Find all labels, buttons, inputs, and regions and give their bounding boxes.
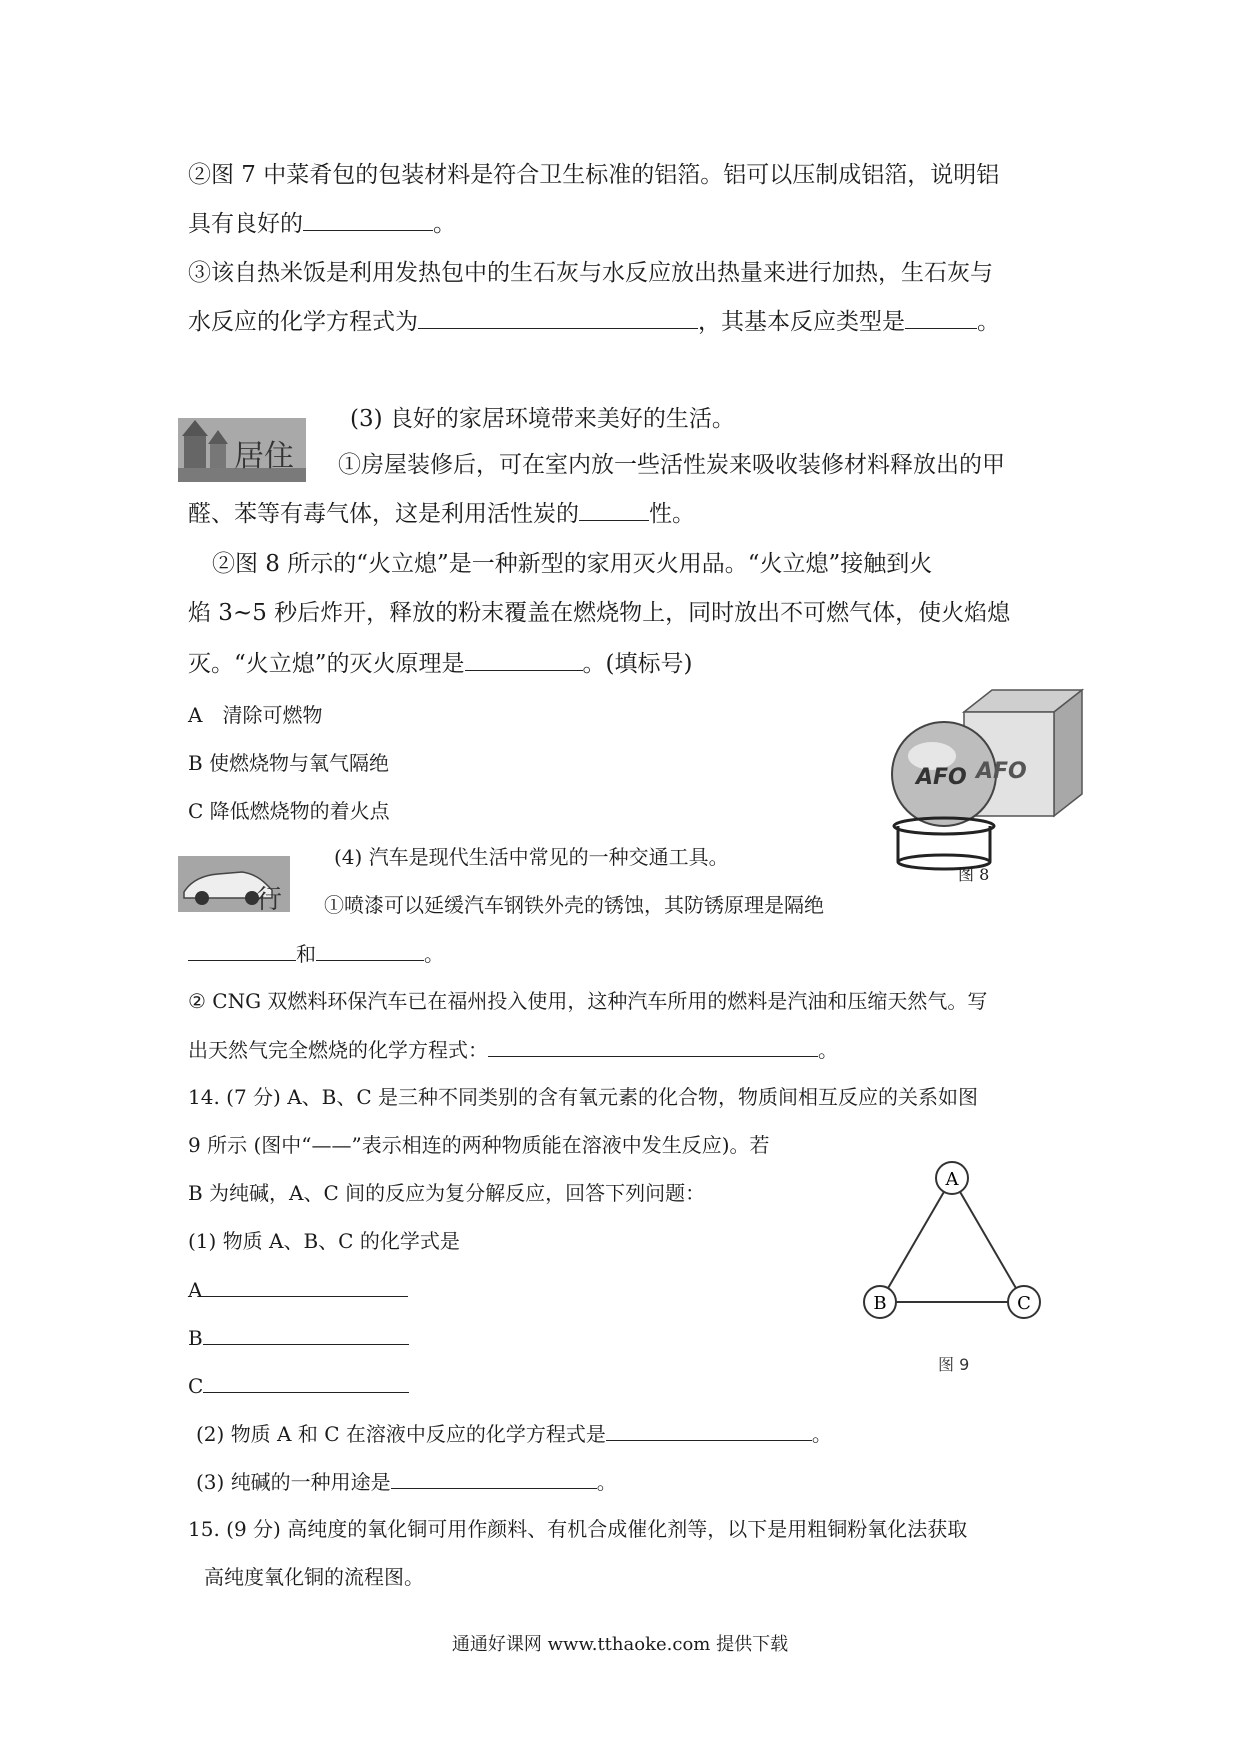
- answer-blank[interactable]: [188, 938, 296, 961]
- node-c-label: C: [1017, 1293, 1031, 1314]
- q14-sub2-suffix: 。: [811, 1422, 832, 1446]
- q13-4-header: (4) 汽车是现代生活中常见的一种交通工具。: [334, 845, 729, 869]
- car-icon-text: 行: [256, 885, 283, 912]
- q13-2-line2-suffix: 。: [433, 211, 456, 237]
- ball-label: AFO: [916, 765, 967, 790]
- q13-3-line2-prefix: 醛、苯等有毒气体，这是利用活性炭的: [188, 501, 579, 527]
- q13-4-line4-suffix: 。: [818, 1038, 838, 1062]
- figure-8-fire-extinguisher-image: [872, 686, 1094, 876]
- figure-9-caption: 图 9: [938, 1355, 970, 1374]
- answer-blank[interactable]: [606, 1418, 812, 1441]
- node-b-label: B: [873, 1293, 887, 1314]
- label-b: B: [188, 1326, 203, 1350]
- q13-4-line4: [188, 1034, 838, 1065]
- q13-3-line4: 焰 3~5 秒后炸开，释放的粉末覆盖在燃烧物上，同时放出不可燃气体，使火焰熄: [188, 600, 1011, 626]
- q14-line1: 14. (7 分) A、B、C 是三种不同类别的含有氧元素的化合物，物质间相互反应的关系如图: [188, 1085, 979, 1109]
- q13-2-line2-prefix: 具有良好的: [188, 211, 303, 237]
- q13-3-line1: ①房屋装修后，可在室内放一些活性炭来吸收装修材料释放出的甲: [338, 452, 1005, 478]
- node-a: [936, 1162, 968, 1194]
- box-label: AFO: [976, 759, 1027, 784]
- q13-4-line2: [188, 938, 444, 969]
- node-c: [1008, 1286, 1040, 1318]
- q13-3-line5: [188, 648, 692, 679]
- answer-blank[interactable]: [316, 938, 424, 961]
- answer-blank[interactable]: [465, 648, 583, 671]
- car-icon: [178, 856, 290, 912]
- q13-3-line2-suffix: 性。: [649, 501, 695, 527]
- q13-4-line2-and: 和: [296, 942, 316, 966]
- footer-source: 通通好课网 www.tthaoke.com 提供下载: [451, 1634, 789, 1655]
- q14-sub1: (1) 物质 A、B、C 的化学式是: [188, 1229, 460, 1253]
- option-c: C 降低燃烧物的着火点: [188, 799, 390, 823]
- q13-2-line3: ③该自热米饭是利用发热包中的生石灰与水反应放出热量来进行加热，生石灰与: [188, 260, 993, 286]
- q14-line2: 9 所示 (图中“——”表示相连的两种物质能在溶液中发生反应)。若: [188, 1133, 770, 1157]
- q14-sub3: [196, 1466, 617, 1497]
- answer-blank[interactable]: [202, 1274, 408, 1297]
- q15-line2: 高纯度氧化铜的流程图。: [204, 1565, 424, 1589]
- q13-2-line1: ②图 7 中菜肴包的包装材料是符合卫生标准的铝箔。铝可以压制成铝箔，说明铝: [188, 162, 1000, 188]
- edge-a-b: [880, 1178, 952, 1302]
- q13-3-line2: [188, 498, 695, 529]
- q14-answer-a: [188, 1274, 408, 1305]
- edge-a-c: [952, 1178, 1024, 1302]
- home-icon: [178, 418, 306, 482]
- answer-blank[interactable]: [303, 208, 433, 231]
- q13-2-line4: [188, 306, 1000, 337]
- answer-blank[interactable]: [579, 498, 649, 521]
- answer-blank[interactable]: [203, 1322, 409, 1345]
- q14-sub3-prefix: (3) 纯碱的一种用途是: [196, 1470, 391, 1494]
- q13-4-line3: ② CNG 双燃料环保汽车已在福州投入使用，这种汽车所用的燃料是汽油和压缩天然气。写: [188, 989, 988, 1013]
- option-a: A 清除可燃物: [188, 703, 323, 727]
- label-c: C: [188, 1374, 204, 1398]
- figure-9-diagram: [846, 1150, 1066, 1390]
- q13-3-line3: ②图 8 所示的“火立熄”是一种新型的家用灭火用品。“火立熄”接触到火: [212, 551, 933, 577]
- q13-2-line4-prefix: 水反应的化学方程式为: [188, 309, 418, 335]
- q13-2-line2: [188, 208, 456, 239]
- q15-line1: 15. (9 分) 高纯度的氧化铜可用作颜料、有机合成催化剂等，以下是用粗铜粉氧化法获取: [188, 1517, 968, 1541]
- q13-3-line5-suffix: 。(填标号): [582, 651, 693, 677]
- answer-blank[interactable]: [905, 306, 977, 329]
- node-a-label: A: [945, 1169, 959, 1190]
- q13-3-line5-prefix: 灭。“火立熄”的灭火原理是: [188, 651, 465, 677]
- option-b: B 使燃烧物与氧气隔绝: [188, 751, 390, 775]
- q14-answer-b: [188, 1322, 409, 1353]
- q13-3-header: (3) 良好的家居环境带来美好的生活。: [350, 406, 735, 432]
- q14-sub2-prefix: (2) 物质 A 和 C 在溶液中反应的化学方程式是: [196, 1422, 606, 1446]
- home-icon-text: 居住: [234, 439, 294, 474]
- q13-4-line2-suffix: 。: [424, 942, 444, 966]
- answer-blank[interactable]: [203, 1370, 409, 1393]
- q14-answer-c: [188, 1370, 409, 1401]
- q14-sub3-suffix: 。: [596, 1470, 617, 1494]
- q14-line3: B 为纯碱，A、C 间的反应为复分解反应，回答下列问题：: [188, 1181, 706, 1205]
- q13-4-line4-prefix: 出天然气完全燃烧的化学方程式：: [188, 1038, 488, 1062]
- q13-4-line1: ①喷漆可以延缓汽车钢铁外壳的锈蚀，其防锈原理是隔绝: [324, 893, 824, 917]
- q14-sub2: [196, 1418, 832, 1449]
- figure-8-caption: 图 8: [958, 865, 990, 884]
- answer-blank[interactable]: [418, 306, 698, 329]
- q13-2-line4-mid: ，其基本反应类型是: [698, 309, 905, 335]
- label-a: A: [188, 1278, 203, 1302]
- node-b: [864, 1286, 896, 1318]
- q13-2-line4-suffix: 。: [977, 309, 1000, 335]
- answer-blank[interactable]: [391, 1466, 597, 1489]
- answer-blank[interactable]: [488, 1034, 818, 1057]
